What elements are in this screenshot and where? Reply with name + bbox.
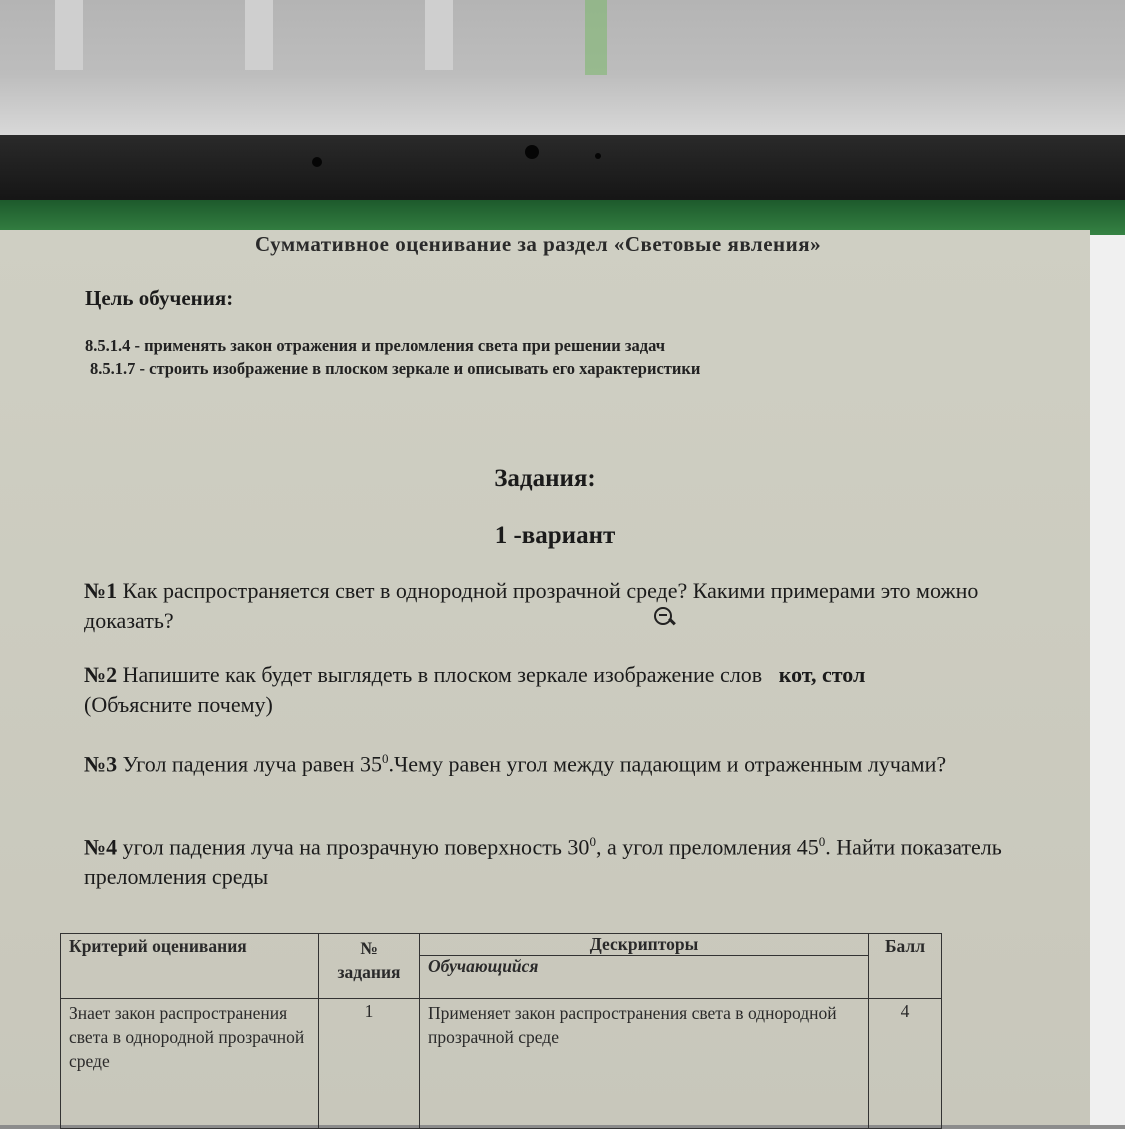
task-3: №3 Угол падения луча равен $35^0.Чему$ равен угол между падающим и отраженным лучами? [84,751,947,777]
task-emphasis: кот, стол [778,662,866,687]
zoom-out-cursor-icon [654,607,672,625]
bezel-dot [312,157,322,167]
task-2 [84,660,1044,720]
task-number: №1 [84,578,118,603]
degree-sup: 0 [381,751,389,766]
descriptors-label: Дескрипторы [420,934,868,956]
criteria-table [60,933,942,1129]
table-header-row [61,934,942,999]
objective-line: 8.5.1.4 - применять закон отражения и преломления света при решении задач [85,336,666,355]
objective-line: 8.5.1.7 - строить изображение в плоском зеркале и описывать его характеристики [90,359,701,378]
row-criterion: Знает закон распространения света в однородной прозрачной среде [61,999,319,1129]
header-score: Балл [869,934,942,999]
page-margin [1090,235,1125,1125]
bezel-dot [595,153,601,159]
tasks-title: Задания: [494,465,596,492]
row-descriptor: Применяет закон распространения света в однородной прозрачной среде [420,999,869,1129]
monitor-bezel [0,135,1125,205]
wall-stripe [425,0,453,70]
header-criterion: Критерий оценивания [61,934,319,999]
header-descriptors [420,934,869,999]
goal-title: Цель обучения: [85,286,234,310]
degree-sup: 0 [589,834,596,849]
task-number: №3 [84,751,118,777]
background-wall [0,0,1125,135]
document-header: Суммативное оценивание за раздел «Световые явления» [255,232,822,256]
wall-green-stripe [585,0,607,75]
degree-sup: 0 [818,834,826,849]
task-text: Как распространяется свет в однородной прозрачной среде? Какими примерами это можно доказать? [84,578,979,633]
header-task-no: № задания [319,934,420,999]
table-row [61,999,942,1129]
task-number: №2 [84,662,118,687]
variant-title: 1 -вариант [494,522,616,549]
learner-label: Обучающийся [428,956,539,976]
row-task-no: 1 [319,999,420,1129]
task-text: Напишите как будет выглядеть в плоском зеркале изображение слов [117,662,763,687]
wall-stripe [245,0,273,70]
row-score: 4 [869,999,942,1129]
webcam [525,145,539,159]
task-text: (Объясните почему) [84,692,273,717]
task-4: №4 угол падения луча на прозрачную поверхность $30^0$, а угол преломления $45^0$. Найти показатель преломления среды [84,834,1002,890]
task-1 [84,576,1044,636]
task-number: №4 [84,834,118,860]
wall-stripe [55,0,83,70]
